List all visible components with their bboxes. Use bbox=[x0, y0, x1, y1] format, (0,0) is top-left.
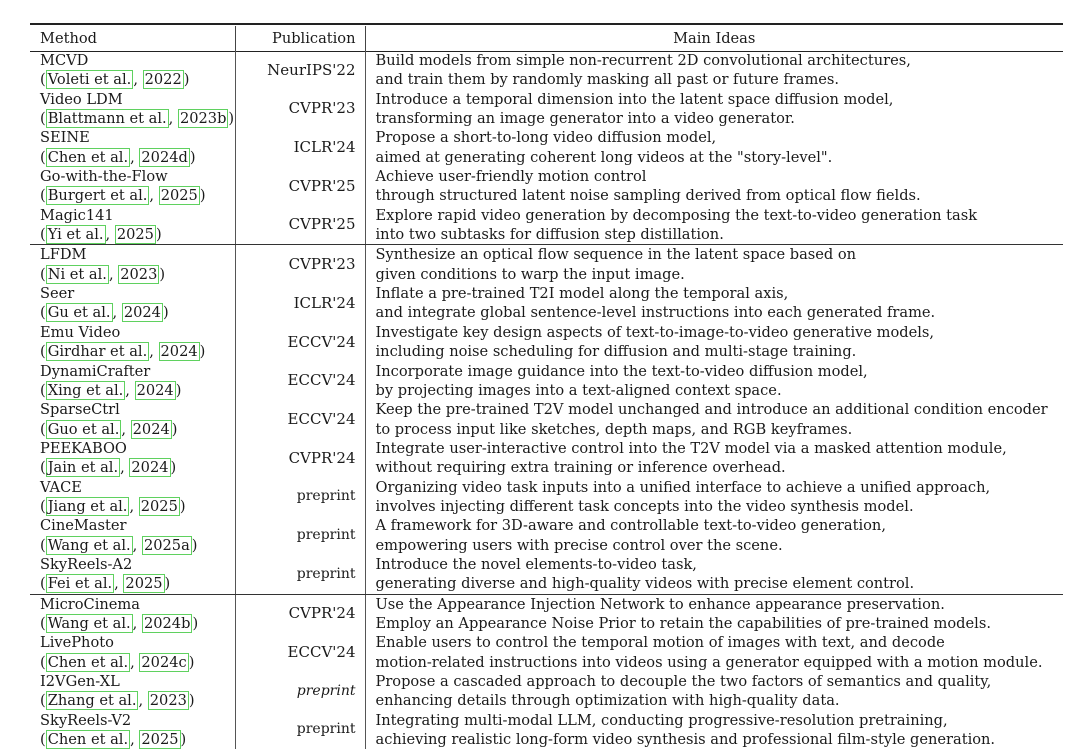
citation-author-link[interactable]: Yi et al. bbox=[47, 226, 104, 244]
citation-year-link[interactable]: 2025 bbox=[140, 497, 178, 515]
idea-line-2: transforming an image generator into a video generator. bbox=[375, 110, 795, 128]
main-ideas-cell bbox=[365, 400, 1063, 439]
table-row bbox=[30, 478, 1063, 517]
publication-cell: CVPR'25 bbox=[235, 167, 365, 206]
idea-line-1: Integrating multi-modal LLM, conducting progressive-resolution pretraining, bbox=[375, 711, 948, 729]
citation-year-link[interactable]: 2025 bbox=[116, 226, 154, 244]
citation-year-link[interactable]: 2024 bbox=[136, 381, 174, 399]
header-main-ideas: Main Ideas bbox=[673, 30, 756, 47]
method-cell bbox=[30, 400, 235, 439]
method-name: MCVD bbox=[40, 52, 89, 70]
idea-line-2: generating diverse and high-quality videos with precise element control. bbox=[375, 575, 915, 593]
publication-cell: ECCV'24 bbox=[235, 633, 365, 672]
citation-year-link[interactable]: 2022 bbox=[144, 71, 182, 89]
main-ideas-cell bbox=[365, 51, 1063, 90]
citation-author-link[interactable]: Wang et al. bbox=[47, 536, 131, 554]
idea-line-1: Use the Appearance Injection Network to enhance appearance preservation. bbox=[375, 595, 945, 613]
citation[interactable]: ( Chen et al. , 2024d ) bbox=[40, 148, 196, 166]
method-name: SkyReels-V2 bbox=[40, 711, 132, 729]
main-ideas-cell bbox=[365, 672, 1063, 711]
table-row bbox=[30, 362, 1063, 401]
idea-line-2: given conditions to warp the input image. bbox=[375, 265, 685, 283]
main-ideas-cell bbox=[365, 439, 1063, 478]
citation-author-link[interactable]: Wang et al. bbox=[47, 614, 131, 632]
citation-year-link[interactable]: 2025 bbox=[160, 187, 198, 205]
publication-cell: ECCV'24 bbox=[235, 400, 365, 439]
table-row bbox=[30, 594, 1063, 633]
main-ideas-cell bbox=[365, 711, 1063, 750]
publication-cell: ICLR'24 bbox=[235, 284, 365, 323]
method-cell bbox=[30, 51, 235, 90]
idea-line-1: Build models from simple non-recurrent 2D convolutional architectures, bbox=[375, 52, 911, 70]
citation-author-link[interactable]: Ni et al. bbox=[47, 265, 107, 283]
citation[interactable]: ( Wang et al. , 2025a ) bbox=[40, 536, 198, 554]
citation-year-link[interactable]: 2023b bbox=[179, 110, 227, 128]
citation-author-link[interactable]: Blattmann et al. bbox=[47, 110, 167, 128]
table-row bbox=[30, 711, 1063, 750]
idea-line-2: enhancing details through optimization with high-quality data. bbox=[375, 692, 840, 710]
citation-year-link[interactable]: 2023 bbox=[149, 692, 187, 710]
citation-year-link[interactable]: 2025a bbox=[143, 536, 190, 554]
idea-line-1: Introduce a temporal dimension into the latent space diffusion model, bbox=[375, 90, 894, 108]
method-cell bbox=[30, 362, 235, 401]
idea-line-1: Inflate a pre-trained T2I model along the temporal axis, bbox=[375, 285, 789, 303]
table-row bbox=[30, 555, 1063, 594]
citation[interactable]: ( Jiang et al. , 2025 ) bbox=[40, 497, 186, 515]
method-cell bbox=[30, 633, 235, 672]
idea-line-1: A framework for 3D-aware and controllable text-to-video generation, bbox=[375, 517, 886, 535]
citation-year-link[interactable]: 2025 bbox=[125, 575, 163, 593]
publication-cell: NeurIPS'22 bbox=[235, 51, 365, 90]
citation[interactable]: ( Chen et al. , 2025 ) bbox=[40, 731, 187, 749]
table-row bbox=[30, 206, 1063, 245]
method-cell bbox=[30, 478, 235, 517]
publication-cell: CVPR'25 bbox=[235, 206, 365, 245]
citation-author-link[interactable]: Girdhar et al. bbox=[47, 343, 148, 361]
table-row bbox=[30, 167, 1063, 206]
publication-cell: ECCV'24 bbox=[235, 323, 365, 362]
method-name: CineMaster bbox=[40, 517, 127, 535]
main-ideas-cell bbox=[365, 167, 1063, 206]
publication-cell: preprint bbox=[235, 516, 365, 555]
main-ideas-cell bbox=[365, 128, 1063, 167]
table-row bbox=[30, 51, 1063, 90]
method-cell bbox=[30, 594, 235, 633]
method-cell bbox=[30, 323, 235, 362]
method-name: LFDM bbox=[40, 246, 87, 264]
main-ideas-cell bbox=[365, 90, 1063, 129]
table-row bbox=[30, 245, 1063, 284]
idea-line-1: Keep the pre-trained T2V model unchanged and introduce an additional condition encoder bbox=[375, 401, 1048, 419]
publication-cell: ICLR'24 bbox=[235, 128, 365, 167]
header-row bbox=[30, 26, 1063, 51]
citation[interactable]: ( Xing et al. , 2024 ) bbox=[40, 381, 182, 399]
main-ideas-cell bbox=[365, 633, 1063, 672]
main-ideas-cell bbox=[365, 516, 1063, 555]
citation[interactable]: ( Girdhar et al. , 2024 ) bbox=[40, 343, 206, 361]
table-row bbox=[30, 284, 1063, 323]
citation-author-link[interactable]: Xing et al. bbox=[47, 381, 124, 399]
table-row bbox=[30, 323, 1063, 362]
main-ideas-cell bbox=[365, 323, 1063, 362]
idea-line-2: Employ an Appearance Noise Prior to retain the capabilities of pre-trained models. bbox=[375, 614, 991, 632]
method-cell bbox=[30, 206, 235, 245]
citation[interactable]: ( Chen et al. , 2024c ) bbox=[40, 653, 195, 671]
idea-line-2: through structured latent noise sampling derived from optical flow fields. bbox=[375, 187, 921, 205]
method-name: SkyReels-A2 bbox=[40, 555, 133, 573]
idea-line-2: motion-related instructions into videos using a generator equipped with a motion module. bbox=[375, 653, 1043, 671]
method-cell bbox=[30, 167, 235, 206]
method-cell bbox=[30, 90, 235, 129]
idea-line-2: achieving realistic long-form video synthesis and professional film-style generation. bbox=[375, 731, 996, 749]
main-ideas-cell bbox=[365, 555, 1063, 594]
method-cell bbox=[30, 128, 235, 167]
publication-cell: preprint bbox=[235, 672, 365, 711]
method-cell bbox=[30, 439, 235, 478]
citation-year-link[interactable]: 2024 bbox=[160, 343, 198, 361]
method-name: PEEKABOO bbox=[40, 439, 127, 457]
publication-cell: CVPR'23 bbox=[235, 245, 365, 284]
citation-author-link[interactable]: Jiang et al. bbox=[47, 497, 128, 515]
main-ideas-cell bbox=[365, 245, 1063, 284]
table-row bbox=[30, 90, 1063, 129]
idea-line-1: Introduce the novel elements-to-video task, bbox=[375, 555, 697, 573]
idea-line-1: Synthesize an optical flow sequence in the latent space based on bbox=[375, 246, 857, 264]
main-ideas-cell bbox=[365, 594, 1063, 633]
citation-year-link[interactable]: 2024 bbox=[132, 420, 170, 438]
main-ideas-cell bbox=[365, 362, 1063, 401]
citation[interactable]: ( Yi et al. , 2025 ) bbox=[40, 226, 162, 244]
method-cell bbox=[30, 711, 235, 750]
method-name: MicroCinema bbox=[40, 595, 140, 613]
method-name: DynamiCrafter bbox=[40, 362, 151, 380]
header-publication: Publication bbox=[235, 26, 365, 51]
table-row bbox=[30, 128, 1063, 167]
table-row bbox=[30, 672, 1063, 711]
citation[interactable]: ( Jain et al. , 2024 ) bbox=[40, 459, 177, 477]
idea-line-1: Enable users to control the temporal motion of images with text, and decode bbox=[375, 634, 945, 652]
publication-cell: CVPR'23 bbox=[235, 90, 365, 129]
method-name: Emu Video bbox=[40, 323, 121, 341]
method-cell bbox=[30, 245, 235, 284]
citation-author-link[interactable]: Jain et al. bbox=[47, 459, 119, 477]
publication-cell: CVPR'24 bbox=[235, 439, 365, 478]
idea-line-2: aimed at generating coherent long videos at the "story-level". bbox=[375, 148, 833, 166]
idea-line-1: Incorporate image guidance into the text-to-video diffusion model, bbox=[375, 362, 868, 380]
method-cell bbox=[30, 284, 235, 323]
idea-line-1: Integrate user-interactive control into the T2V model via a masked attention module, bbox=[375, 439, 1007, 457]
citation[interactable]: ( Wang et al. , 2024b ) bbox=[40, 614, 199, 632]
idea-line-2: by projecting images into a text-aligned context space. bbox=[375, 381, 782, 399]
citation-author-link[interactable]: Chen et al. bbox=[47, 148, 129, 166]
citation-year-link[interactable]: 2024 bbox=[123, 304, 161, 322]
publication-cell: preprint bbox=[235, 478, 365, 517]
idea-line-1: Propose a cascaded approach to decouple the two factors of semantics and quality, bbox=[375, 673, 992, 691]
citation-year-link[interactable]: 2024 bbox=[131, 459, 169, 477]
header-method: Method bbox=[30, 26, 235, 51]
citation-author-link[interactable]: Voleti et al. bbox=[47, 71, 132, 89]
citation[interactable]: ( Fei et al. , 2025 ) bbox=[40, 575, 171, 593]
idea-line-2: including noise scheduling for diffusion and multi-stage training. bbox=[375, 343, 857, 361]
main-ideas-cell bbox=[365, 284, 1063, 323]
idea-line-1: Explore rapid video generation by decomposing the text-to-video generation task bbox=[375, 206, 978, 224]
main-ideas-cell bbox=[365, 478, 1063, 517]
idea-line-1: Propose a short-to-long video diffusion model, bbox=[375, 129, 717, 147]
methods-table bbox=[30, 26, 1063, 749]
idea-line-2: involves injecting different task concepts into the video synthesis model. bbox=[375, 497, 914, 515]
method-name: Go-with-the-Flow bbox=[40, 168, 168, 186]
method-name: VACE bbox=[40, 478, 82, 496]
method-name: I2VGen-XL bbox=[40, 673, 120, 691]
table-row bbox=[30, 633, 1063, 672]
publication-cell: preprint bbox=[235, 555, 365, 594]
idea-line-2: to process input like sketches, depth maps, and RGB keyframes. bbox=[375, 420, 853, 438]
main-ideas-cell bbox=[365, 206, 1063, 245]
idea-line-1: Achieve user-friendly motion control bbox=[375, 168, 647, 186]
citation[interactable]: ( Blattmann et al. , 2023b ) bbox=[40, 110, 235, 128]
method-cell bbox=[30, 555, 235, 594]
publication-cell: preprint bbox=[235, 711, 365, 750]
citation-author-link[interactable]: Zhang et al. bbox=[47, 692, 137, 710]
method-name: LivePhoto bbox=[40, 634, 114, 652]
citation-year-link[interactable]: 2024d bbox=[141, 148, 188, 166]
citation-author-link[interactable]: Fei et al. bbox=[47, 575, 113, 593]
citation-author-link[interactable]: Gu et al. bbox=[47, 304, 111, 322]
table-row bbox=[30, 400, 1063, 439]
citation-year-link[interactable]: 2024c bbox=[141, 653, 187, 671]
idea-line-2: and integrate global sentence-level instructions into each generated frame. bbox=[375, 304, 936, 322]
top-rule bbox=[30, 23, 1063, 25]
citation-year-link[interactable]: 2025 bbox=[141, 731, 179, 749]
method-name: Magic141 bbox=[40, 206, 114, 224]
method-name: Video LDM bbox=[40, 90, 123, 108]
method-name: SEINE bbox=[40, 129, 90, 147]
idea-line-2: into two subtasks for diffusion step distillation. bbox=[375, 226, 724, 244]
idea-line-2: empowering users with precise control over the scene. bbox=[375, 536, 783, 554]
method-cell bbox=[30, 672, 235, 711]
citation-year-link[interactable]: 2024b bbox=[143, 614, 191, 632]
idea-line-2: without requiring extra training or inference overhead. bbox=[375, 459, 786, 477]
citation[interactable]: ( Zhang et al. , 2023 ) bbox=[40, 692, 195, 710]
method-name: SparseCtrl bbox=[40, 401, 120, 419]
idea-line-2: and train them by randomly masking all past or future frames. bbox=[375, 71, 840, 89]
idea-line-1: Organizing video task inputs into a unified interface to achieve a unified approach, bbox=[375, 478, 991, 496]
table-row bbox=[30, 516, 1063, 555]
citation[interactable]: ( Burgert et al. , 2025 ) bbox=[40, 187, 206, 205]
citation-author-link[interactable]: Burgert et al. bbox=[47, 187, 148, 205]
table-row bbox=[30, 439, 1063, 478]
citation-author-link[interactable]: Chen et al. bbox=[47, 731, 129, 749]
citation-author-link[interactable]: Guo et al. bbox=[47, 420, 120, 438]
citation[interactable]: ( Gu et al. , 2024 ) bbox=[40, 304, 169, 322]
citation[interactable]: ( Ni et al. , 2023 ) bbox=[40, 265, 166, 283]
citation[interactable]: ( Voleti et al. , 2022 ) bbox=[40, 71, 190, 89]
citation-year-link[interactable]: 2023 bbox=[120, 265, 158, 283]
method-cell bbox=[30, 516, 235, 555]
publication-cell: CVPR'24 bbox=[235, 594, 365, 633]
citation[interactable]: ( Guo et al. , 2024 ) bbox=[40, 420, 178, 438]
citation-author-link[interactable]: Chen et al. bbox=[47, 653, 129, 671]
publication-cell: ECCV'24 bbox=[235, 362, 365, 401]
idea-line-1: Investigate key design aspects of text-to-image-to-video generative models, bbox=[375, 323, 935, 341]
method-name: Seer bbox=[40, 285, 75, 303]
table-body bbox=[30, 51, 1063, 749]
